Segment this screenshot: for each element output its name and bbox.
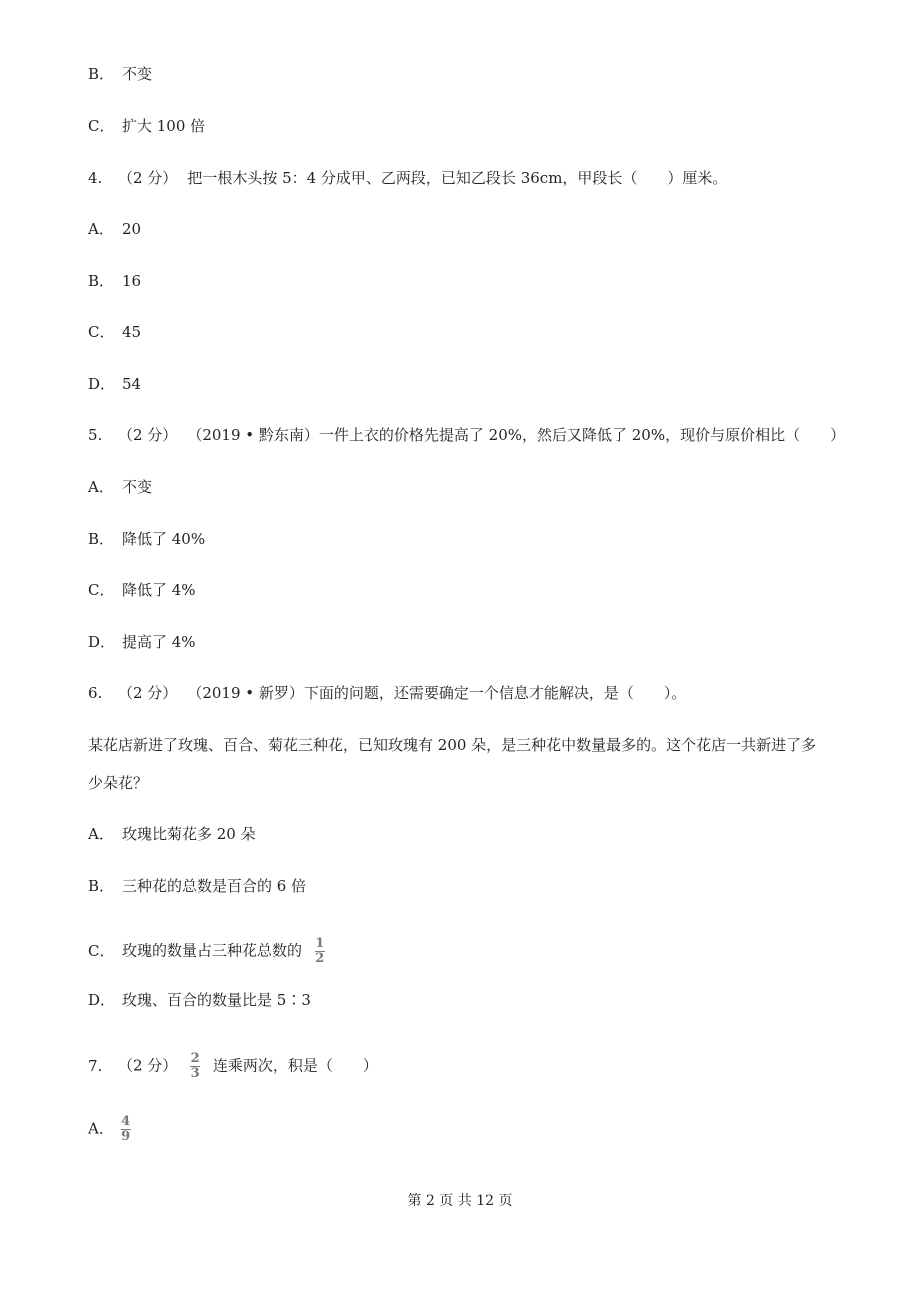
option-b: B． 不变 — [88, 65, 153, 83]
q6-paragraph-line-1: 某花店新进了玫瑰、百合、菊花三种花，已知玫瑰有 200 朵，是三种花中数量最多的。这个花店一共新进了多 — [88, 736, 817, 754]
question-5: 5. （2 分） （2019 • 黔东南）一件上衣的价格先提高了 20%，然后又降低了 20%，现价与原价相比（ ） — [88, 426, 846, 444]
q5-option-a: A． 不变 — [88, 478, 153, 496]
q6-paragraph-line-2: 少朵花？ — [88, 774, 149, 792]
q6-option-a: A． 玫瑰比菊花多 20 朵 — [88, 825, 256, 843]
q5-option-d: D． 提高了 4% — [88, 633, 196, 651]
question-4: 4. （2 分） 把一根木头按 5：4 分成甲、乙两段，已知乙段长 36cm，甲段长（ ）厘米。 — [88, 169, 728, 187]
fraction-four-ninths: $\frac{4}{9}$ — [121, 1114, 131, 1144]
q6-option-b: B． 三种花的总数是百合的 6 倍 — [88, 877, 307, 895]
q4-option-c: C． 45 — [88, 323, 142, 341]
q4-option-d: D． 54 — [88, 375, 142, 393]
question-7: 7. （2 分） $\frac{2}{3}$ 连乘两次，积是（ ） — [88, 1051, 378, 1081]
fraction-two-thirds: $\frac{2}{3}$ — [190, 1051, 200, 1081]
q5-option-c: C． 降低了 4% — [88, 581, 196, 599]
q6-option-d: D． 玫瑰、百合的数量比是 5∶3 — [88, 991, 311, 1009]
q4-option-b: B． 16 — [88, 272, 142, 290]
question-6: 6. （2 分） （2019 • 新罗）下面的问题，还需要确定一个信息才能解决，是（ ）。 — [88, 684, 687, 702]
q7-option-a: A． $\frac{4}{9}$ — [88, 1114, 131, 1144]
fraction-one-half: $\frac{1}{2}$ — [315, 936, 325, 966]
option-c: C． 扩大 100 倍 — [88, 117, 206, 135]
q6-option-c: C． 玫瑰的数量占三种花总数的 $\frac{1}{2}$ — [88, 936, 325, 966]
q4-option-a: A． 20 — [88, 220, 142, 238]
page-footer: 第 2 页 共 12 页 — [407, 1193, 513, 1209]
q5-option-b: B． 降低了 40% — [88, 530, 206, 548]
